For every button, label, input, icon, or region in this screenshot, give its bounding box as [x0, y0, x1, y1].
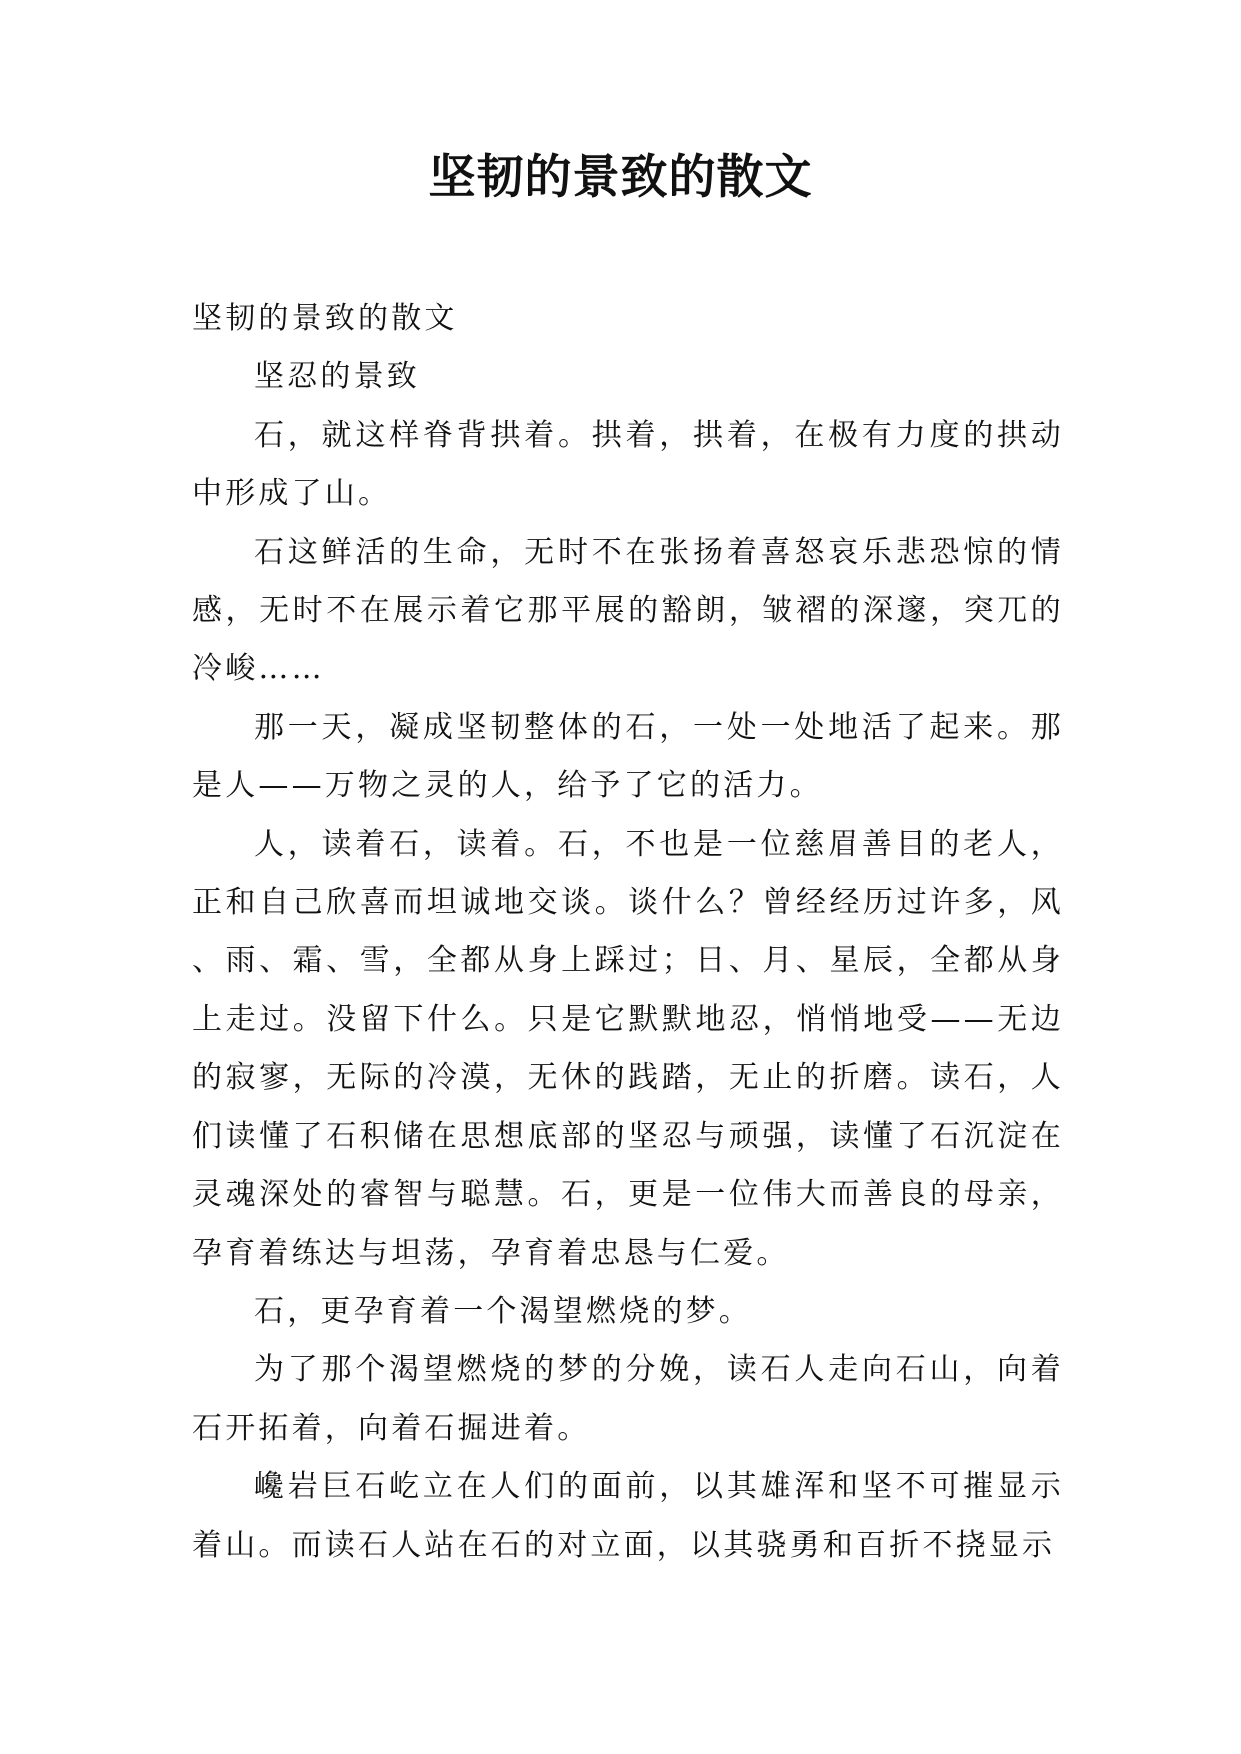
section-heading-paragraph: 坚忍的景致 — [254, 359, 420, 395]
body-paragraph: 那一天，凝成坚韧整体的石，一处一处地活了起来。那是人——万物之灵的人，给予了它的活力。 — [192, 709, 1064, 804]
body-paragraph: 石，更孕育着一个渴望燃烧的梦。 — [254, 1293, 752, 1329]
body-paragraph: 巉岩巨石屹立在人们的面前，以其雄浑和坚不可摧显示着山。而读石人站在石的对立面，以其骁勇和百折不挠显示 — [192, 1469, 1064, 1563]
body-paragraph: 为了那个渴望燃烧的梦的分娩，读石人走向石山，向着石开拓着，向着石掘进着。 — [192, 1352, 1064, 1446]
document-title: 坚韧的景致的散文 — [428, 150, 813, 205]
body-paragraph: 人，读着石，读着。石，不也是一位慈眉善目的老人，正和自己欣喜而坦诚地交谈。谈什么？曾经经历过许多，风、雨、霜、雪，全都从身上踩过；日、月、星辰，全都从身上走过。没留下什么。只是它默默地忍，悄悄地受——无边的寂寥，无际的冷漠，无休的践踏，无止的折磨。读石，人们读懂了石积储在思想底部的坚忍与顽强，读懂了石沉淀在灵魂深处的睿智与聪慧。石，更是一位伟大而善良的母亲，孕育着练达与坦荡，孕育着忠恳与仁爱。 — [192, 826, 1064, 1271]
body-paragraph: 石，就这样脊背拱着。拱着，拱着，在极有力度的拱动中形成了山。 — [192, 417, 1064, 512]
document-body — [192, 290, 1064, 1575]
body-paragraph: 石这鲜活的生命，无时不在张扬着喜怒哀乐悲恐惊的情感，无时不在展示着它那平展的豁朗，皱褶的深邃，突兀的冷峻…… — [192, 534, 1064, 687]
subtitle-paragraph: 坚韧的景致的散文 — [192, 301, 458, 336]
